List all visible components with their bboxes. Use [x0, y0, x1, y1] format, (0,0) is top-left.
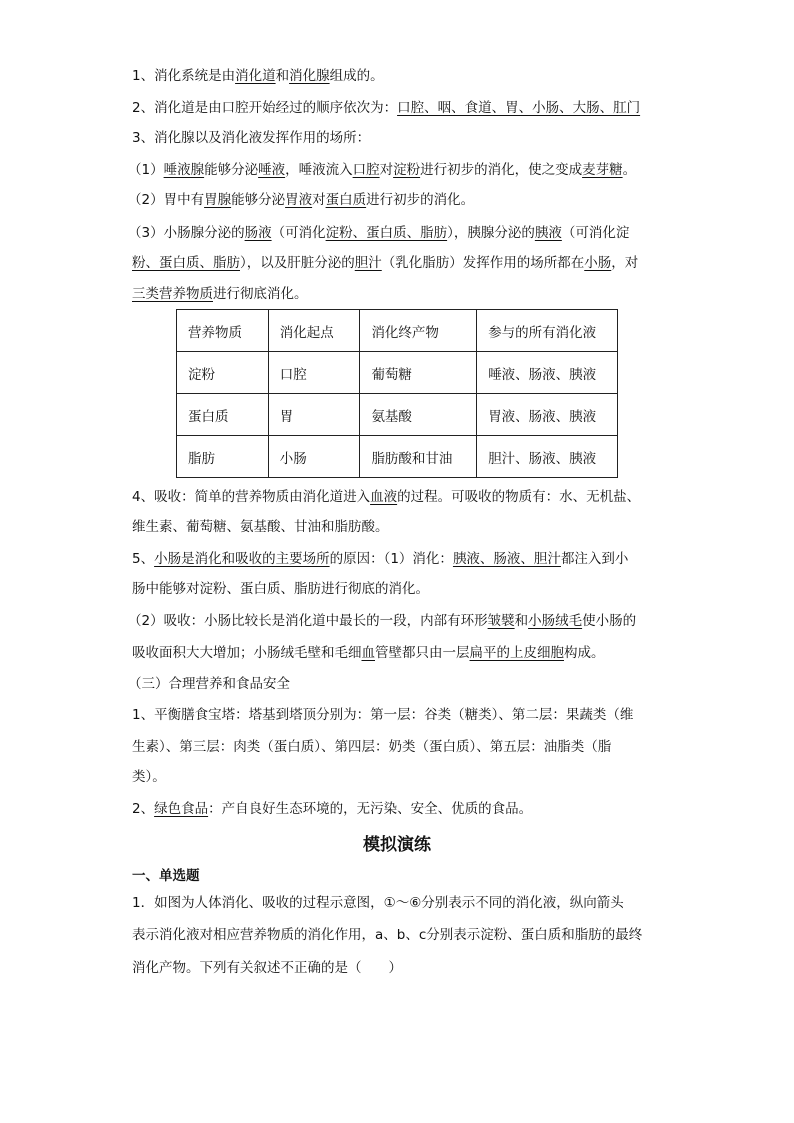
text: 进行初步的消化，使之变成 [420, 162, 583, 178]
text-line-11 [132, 549, 628, 569]
text: 都注入到小 [560, 551, 629, 567]
answer-blank: 小肠绒毛 [528, 613, 583, 629]
text: 的原因：（1）消化： [329, 551, 453, 567]
text: 进行初步的消化。 [366, 192, 475, 208]
answer-blank: 胰液、肠液、胆汁 [452, 551, 561, 567]
text: ），胰腺分泌的 [447, 225, 535, 241]
table-row [177, 394, 618, 436]
answer-blank: 三类营养物质 [132, 286, 213, 302]
text: （3）小肠腺分泌的 [128, 225, 245, 241]
question-1-line-1: 1．如图为人体消化、吸收的过程示意图，①～⑥分别表示不同的消化液，纵向箭头 [132, 895, 624, 911]
table-cell: 小肠 [268, 436, 360, 478]
answer-blank: 消化道 [235, 68, 276, 84]
text-line-2 [132, 98, 640, 118]
text: 的过程。可吸收的物质有：水、无机盐、 [397, 489, 641, 505]
text-line-19 [132, 799, 532, 819]
table-header-row [177, 310, 618, 352]
text: ，对 [611, 255, 639, 271]
answer-blank: 麦芽糖 [582, 162, 623, 178]
text: ，唾液流入 [285, 162, 353, 178]
answer-blank: 蛋白质 [325, 192, 367, 208]
answer-blank: 口腔 [352, 162, 380, 178]
text: 和 [514, 613, 529, 629]
text: 能够分泌 [204, 162, 259, 178]
text: 对 [312, 192, 326, 208]
table-cell: 淀粉 [177, 352, 269, 394]
text-line-5 [128, 190, 474, 210]
answer-blank: 扁平的上皮细胞 [469, 645, 564, 661]
text-line-8 [132, 284, 308, 304]
table-cell: 脂肪酸和甘油 [360, 436, 477, 478]
answer-blank: 唾液 [258, 162, 286, 178]
table-cell: 氨基酸 [360, 394, 477, 436]
answer-blank: 皱襞 [487, 613, 515, 629]
text: 4、吸收：简单的营养物质由消化道进入 [132, 489, 371, 505]
answer-blank: 胃腺 [204, 192, 232, 208]
answer-blank: 粉、蛋白质、脂肪 [132, 255, 240, 271]
table-cell: 蛋白质 [177, 394, 269, 436]
table-header-cell: 消化起点 [268, 310, 360, 352]
text-line-7 [132, 253, 638, 273]
answer-blank: 淀粉 [393, 162, 421, 178]
answer-blank: 小肠 [584, 255, 612, 271]
text-line-13 [128, 611, 636, 631]
question-1-line-3: 消化产物。下列有关叙述不正确的是（ ） [132, 960, 402, 976]
table-cell: 胆汁、肠液、胰液 [477, 436, 618, 478]
text: 和 [275, 68, 290, 84]
table-cell: 胃液、肠液、胰液 [477, 394, 618, 436]
text: （1） [128, 162, 164, 178]
text: （2）吸收：小肠比较长是消化道中最长的一段，内部有环形 [128, 613, 488, 629]
table-header-cell: 参与的所有消化液 [477, 310, 618, 352]
answer-blank: 绿色食品 [154, 801, 209, 817]
answer-blank: 胃液 [285, 192, 313, 208]
text: 吸收面积大大增加；小肠绒毛壁和毛细 [132, 645, 362, 661]
answer-blank: 血液 [370, 489, 398, 505]
table-header-cell: 营养物质 [177, 310, 269, 352]
answer-blank: 小肠是消化和吸收的主要场所 [154, 551, 330, 567]
question-1-line-2: 表示消化液对相应营养物质的消化作用，a、b、c分别表示淀粉、蛋白质和脂肪的最终 [132, 927, 643, 943]
text: 构成。 [564, 645, 605, 661]
answer-blank: 口腔、咽、食道、胃、小肠、大肠、肛门 [397, 100, 641, 116]
answer-blank: 唾液腺 [163, 162, 205, 178]
text-line-6 [128, 223, 629, 243]
text-line-16: 1、平衡膳食宝塔：塔基到塔顶分别为：第一层：谷类（糖类）、第二层：果蔬类（维 [132, 707, 634, 723]
text-line-4 [128, 160, 636, 180]
text: 对 [379, 162, 394, 178]
text: 使小肠的 [582, 613, 637, 629]
table-header-cell: 消化终产物 [360, 310, 477, 352]
answer-blank: 血 [361, 645, 375, 661]
text: 能够分泌 [231, 192, 286, 208]
text-line-9 [132, 487, 640, 507]
text-line-17: 生素）、第三层：肉类（蛋白质）、第四层：奶类（蛋白质）、第五层：油脂类（脂 [132, 739, 612, 755]
text: ），以及肝脏分泌的 [240, 255, 355, 271]
answer-blank: 消化腺 [289, 68, 330, 84]
table-row [177, 352, 618, 394]
text: （乳化脂肪）发挥作用的场所都在 [381, 255, 585, 271]
text-line-1 [132, 66, 384, 86]
text: 2、 [132, 801, 155, 817]
table-cell: 唾液、肠液、胰液 [477, 352, 618, 394]
table-cell: 口腔 [268, 352, 360, 394]
text-line-18: 类）。 [132, 769, 166, 785]
nutrient-digestion-table [176, 309, 618, 478]
table-cell: 葡萄糖 [360, 352, 477, 394]
text: （可消化淀 [561, 225, 630, 241]
practice-title: 模拟演练 [363, 835, 431, 855]
text: 5、 [132, 551, 155, 567]
text: 管壁都只由一层 [375, 645, 470, 661]
answer-blank: 淀粉、蛋白质、脂肪 [325, 225, 448, 241]
text: （可消化 [271, 225, 326, 241]
text-line-3: 3、消化腺以及消化液发挥作用的场所： [132, 130, 371, 146]
table-cell: 胃 [268, 394, 360, 436]
text: （2）胃中有 [128, 192, 205, 208]
section-heading-nutrition-safety: （三）合理营养和食品安全 [128, 676, 290, 692]
text-line-10: 维生素、葡萄糖、氨基酸、甘油和脂肪酸。 [132, 519, 389, 535]
text-line-12: 肠中能够对淀粉、蛋白质、脂肪进行彻底的消化。 [132, 581, 429, 597]
text: 1、消化系统是由 [132, 68, 236, 84]
table-row [177, 436, 618, 478]
table-cell: 脂肪 [177, 436, 269, 478]
answer-blank: 胰液 [534, 225, 562, 241]
text: 组成的。 [329, 68, 384, 84]
text-line-14 [132, 643, 605, 663]
answer-blank: 胆汁 [354, 255, 382, 271]
answer-blank: 肠液 [244, 225, 272, 241]
text: 。 [622, 162, 637, 178]
text: 进行彻底消化。 [213, 286, 308, 302]
practice-subtitle: 一、单选题 [132, 868, 200, 884]
text: 2、消化道是由口腔开始经过的顺序依次为： [132, 100, 398, 116]
text: ：产自良好生态环境的，无污染、安全、优质的食品。 [208, 801, 533, 817]
